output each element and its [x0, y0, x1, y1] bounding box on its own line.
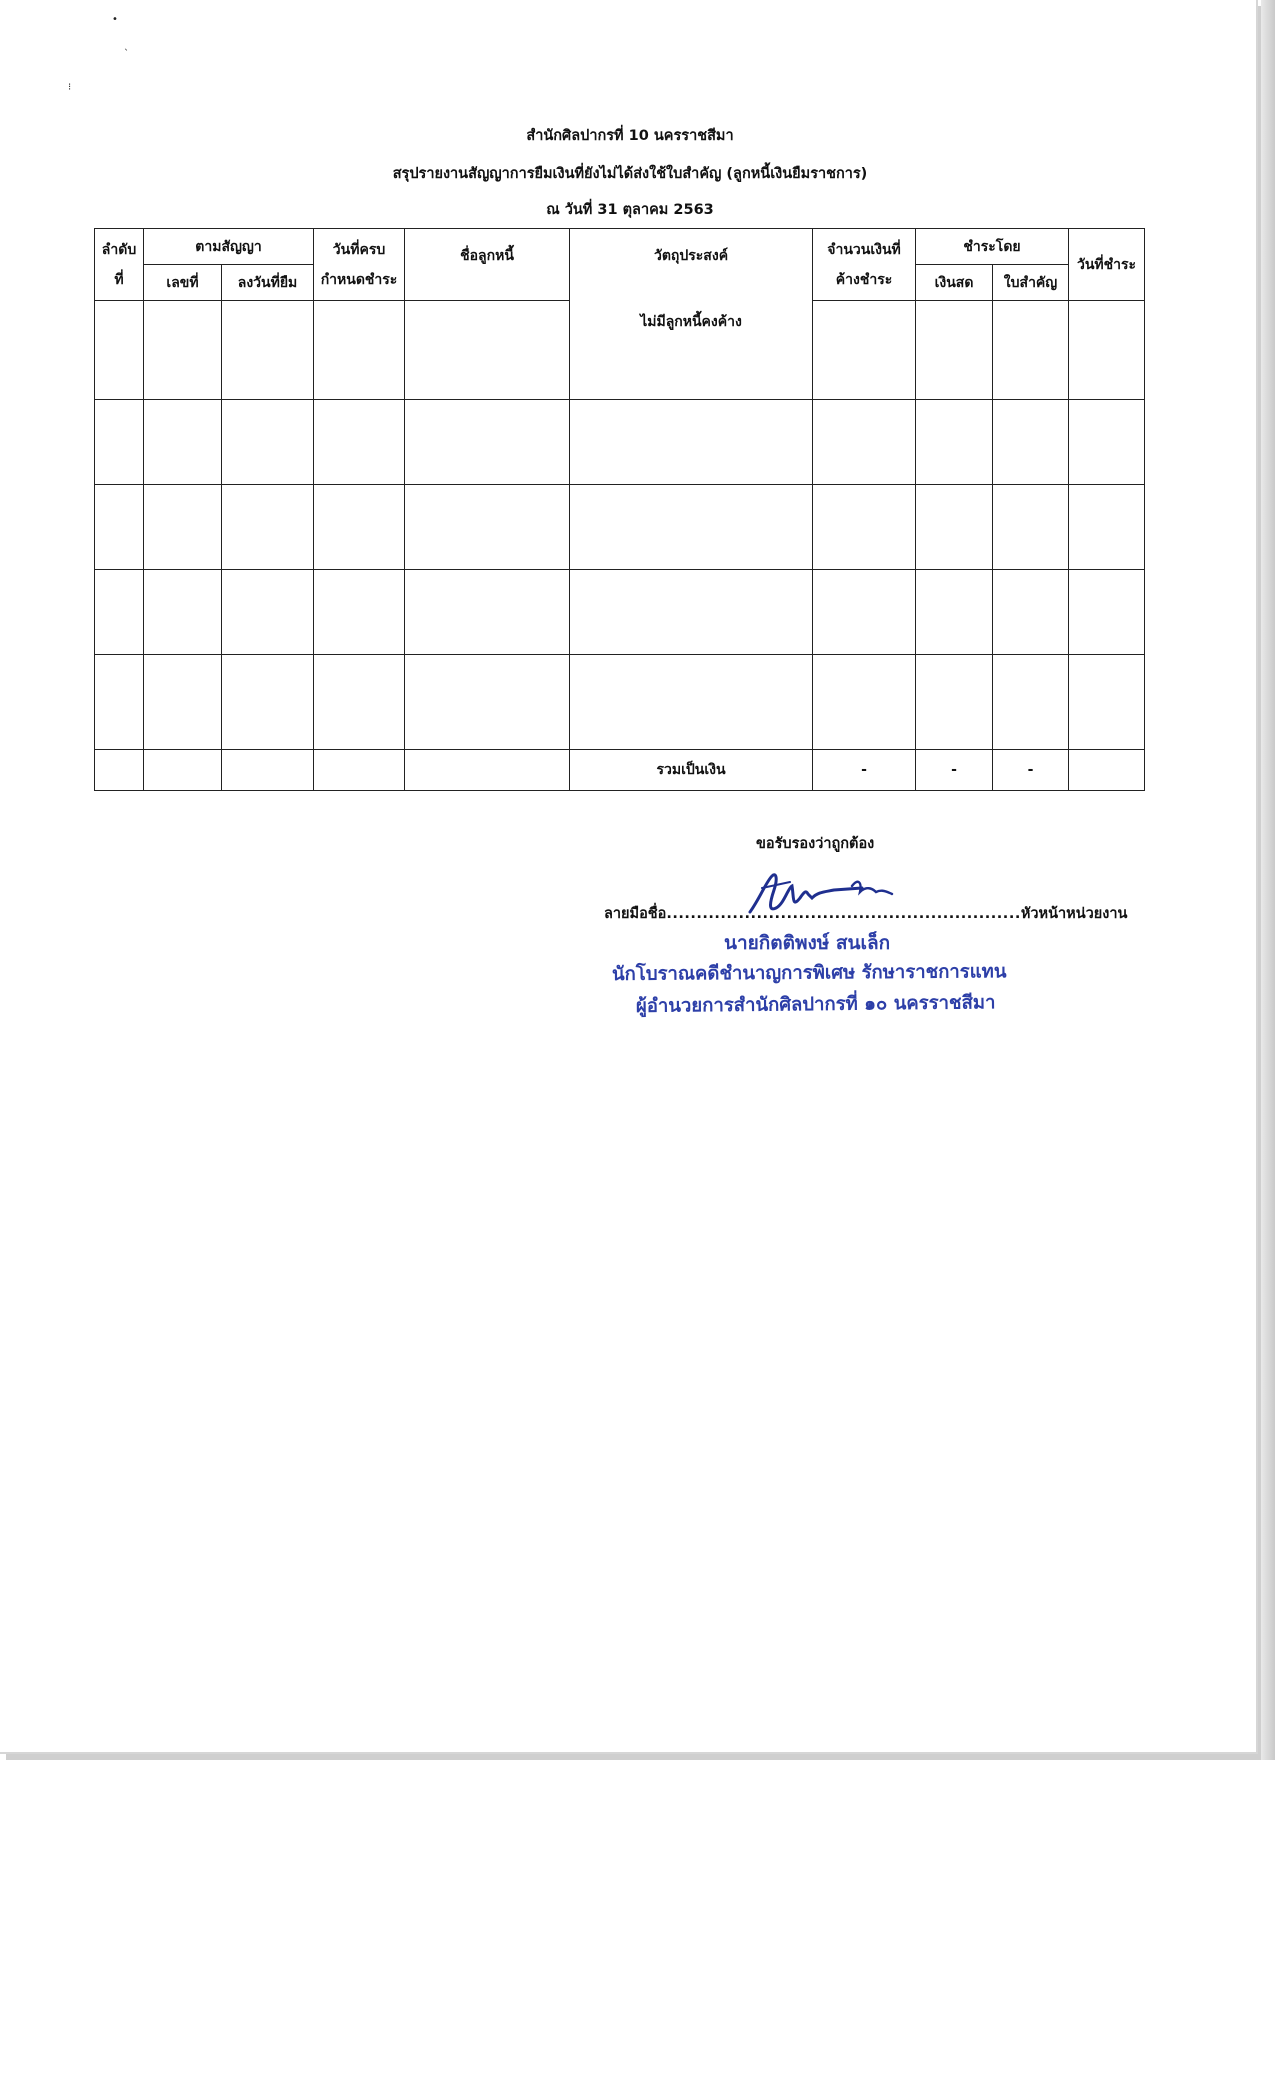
header-amount-line2: ค้างชำระ — [835, 271, 893, 288]
header-due-line2: กำหนดชำระ — [320, 271, 398, 288]
scan-speck: ˎ — [124, 40, 129, 51]
header-paid-receipt: ใบสำคัญ — [993, 265, 1069, 301]
certification-statement: ขอรับรองว่าถูกต้อง — [756, 836, 875, 852]
total-label: รวมเป็นเงิน — [570, 749, 813, 790]
signature-label: ลายมือชื่อ — [604, 906, 667, 922]
header-due-line1: วันที่ครบ — [332, 241, 386, 258]
report-title: สรุปรายงานสัญญาการยืมเงินที่ยังไม่ได้ส่งใช้ใบสำคัญ (ลูกหนี้เงินยืมราชการ) — [392, 166, 868, 182]
office-heading: สำนักศิลปากรที่ 10 นครราชสีมา — [526, 128, 734, 144]
header-borrow-date: ลงวันที่ยืม — [222, 265, 314, 301]
header-seq-line2: ที่ — [114, 271, 124, 288]
header-debtor: ชื่อลูกหนี้ — [405, 229, 570, 301]
position-label: หัวหน้าหน่วยงาน — [1020, 906, 1128, 922]
header-amount-line1: จำนวนเงินที่ — [827, 241, 901, 258]
header-seq-line1: ลำดับ — [101, 241, 137, 258]
table-row — [95, 569, 1145, 654]
header-contract-group: ตามสัญญา — [144, 229, 314, 265]
header-contract-no: เลขที่ — [144, 265, 222, 301]
table-row — [95, 654, 1145, 749]
debtor-summary-table — [94, 228, 1145, 791]
signature-dots: ........................................................... — [666, 906, 1021, 922]
header-due-date — [314, 229, 405, 301]
scan-edge — [1261, 0, 1275, 1760]
stamp-title: นักโบราณคดีชำนาญการพิเศษ รักษาราชการแทน — [611, 961, 1007, 985]
scan-speck: • — [112, 14, 118, 25]
total-amount: - — [813, 749, 916, 790]
scan-speck: ⁝ — [68, 82, 72, 93]
header-seq — [95, 229, 144, 301]
stamp-name: นายกิตติพงษ์ สนเล็ก — [724, 932, 891, 954]
total-row — [95, 749, 1145, 790]
no-debtor-note: ไม่มีลูกหนี้คงค้าง — [570, 301, 813, 400]
table-row — [95, 399, 1145, 484]
table-header-row — [95, 229, 1145, 265]
table-row — [95, 301, 1145, 400]
header-amount — [813, 229, 916, 301]
stamp-office: ผู้อำนวยการสำนักศิลปากรที่ ๑๐ นครราชสีมา — [635, 992, 996, 1017]
header-purpose: วัตถุประสงค์ — [570, 229, 813, 301]
table-row — [95, 484, 1145, 569]
total-receipt: - — [993, 749, 1069, 790]
report-date: ณ วันที่ 31 ตุลาคม 2563 — [546, 202, 714, 218]
header-paid-cash: เงินสด — [916, 265, 993, 301]
header-paid-date: วันที่ชำระ — [1069, 229, 1145, 301]
signature-line — [604, 902, 1127, 925]
header-paid-by-group: ชำระโดย — [916, 229, 1069, 265]
total-cash: - — [916, 749, 993, 790]
